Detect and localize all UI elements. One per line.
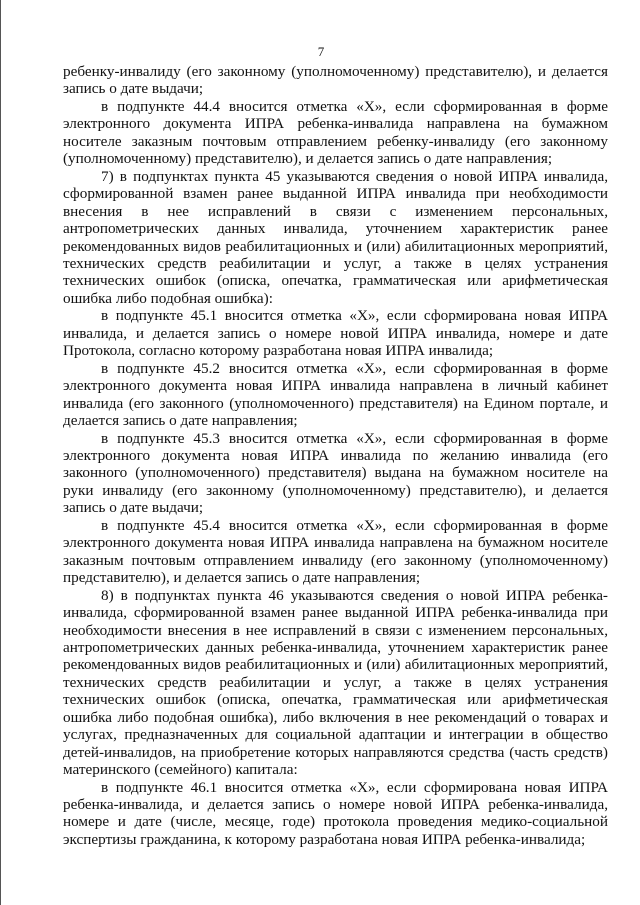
paragraph-44-4: в подпункте 44.4 вносится отметка «Х», если сформированная в форме электронного документа ИПРА ребенка-инвалида направлена на бумажном носителе заказным почтовым отправлением ребенку-инвалиду (его законному (уполномоченному) представителю), и делается запись о дате направления;	[63, 97, 608, 168]
document-body	[63, 63, 608, 848]
paragraph-continuation: ребенку-инвалиду (его законному (уполномоченному) представителю), и делается запись о дате выдачи;	[63, 63, 608, 98]
paragraph-45-1: в подпункте 45.1 вносится отметка «Х», если сформирована новая ИПРА инвалида, и делается запись о номере новой ИПРА инвалида, номере и дате Протокола, согласно которому разработана новая ИПРА инвалида;	[63, 307, 608, 360]
paragraph-45-2: в подпункте 45.2 вносится отметка «Х», если сформированная в форме электронного документа новая ИПРА инвалида направлена в личный кабинет инвалида (его законного (уполномоченного) представителя) на Едином портале, и делается запись о дате направления;	[63, 359, 608, 430]
paragraph-item-7: 7) в подпунктах пункта 45 указываются сведения о новой ИПРА инвалида, сформированной взамен ранее выданной ИПРА инвалида при необходимости внесения в нее исправлений в связи с изменением персональных, антропометрических данных инвалида, уточнением характеристик ранее рекомендованных видов реабилитационных и (или) абилитационных мероприятий, технических средств реабилитации и услуг, а также в целях устранения технических ошибок (описка, опечатка, грамматическая или арифметическая ошибка либо подобная ошибка):	[63, 167, 608, 307]
paragraph-46-1: в подпункте 46.1 вносится отметка «Х», если сформирована новая ИПРА ребенка-инвалида, и делается запись о номере новой ИПРА ребенка-инвалида, номере и дате (числе, месяце, годе) протокола проведения медико-социальной экспертизы гражданина, к которому разработана новая ИПРА ребенка-инвалида;	[63, 778, 608, 848]
paragraph-45-3: в подпункте 45.3 вносится отметка «Х», если сформированная в форме электронного документа новая ИПРА инвалида по желанию инвалида (его законного (уполномоченного) представителя) выдана на бумажном носителе на руки инвалиду (его законному (уполномоченному) представителю), и делается запись о дате выдачи;	[63, 429, 608, 517]
paragraph-item-8: 8) в подпунктах пункта 46 указываются сведения о новой ИПРА ребенка-инвалида, сформированной взамен ранее выданной ИПРА ребенка-инвалида при необходимости внесения в нее исправлений в связи с изменением персональных, антропометрических данных ребенка-инвалида, уточнением характеристик ранее рекомендованных видов реабилитационных и (или) абилитационных мероприятий, технических средств реабилитации и услуг, а также в целях устранения технических ошибок (описка, опечатка, грамматическая или арифметическая ошибка либо подобная ошибка), либо включения в нее рекомендаций о товарах и услугах, предназначенных для социальной адаптации и интеграции в общество детей-инвалидов, на приобретение которых направляются средства (часть средств) материнского (семейного) капитала:	[63, 586, 608, 779]
paragraph-45-4: в подпункте 45.4 вносится отметка «Х», если сформированная в форме электронного документа новая ИПРА инвалида направлена на бумажном носителе заказным почтовым отправлением инвалиду (его законному (уполномоченному) представителю), и делается запись о дате направления;	[63, 516, 608, 587]
page-number: 7	[317, 44, 325, 59]
